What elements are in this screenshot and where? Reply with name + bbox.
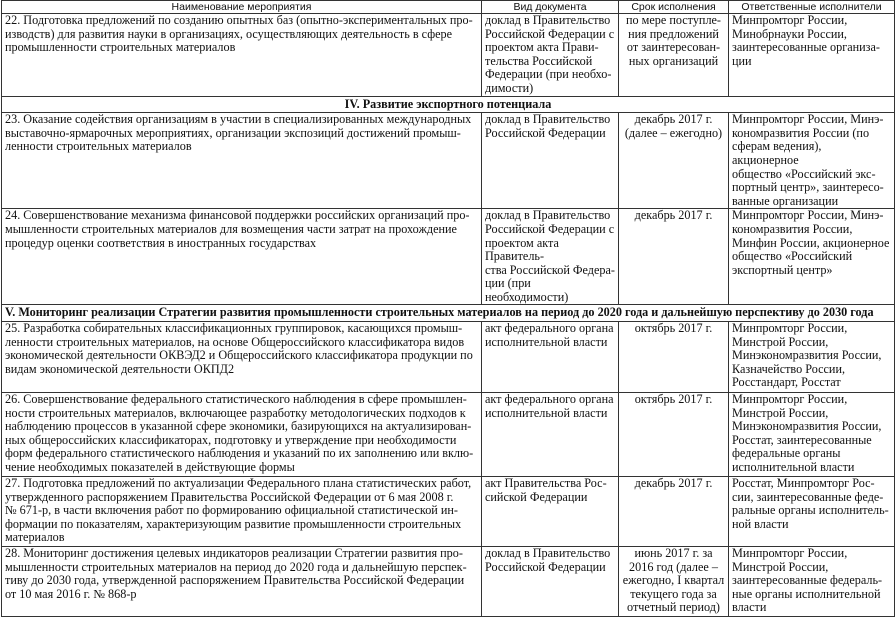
measures-table (1, 0, 895, 617)
deadline: декабрь 2017 г. (619, 477, 729, 547)
document-type: акт федерального органа исполнительной власти (482, 393, 619, 477)
header-document-type: Вид документа (482, 1, 619, 14)
executors: Минпромторг России, Минэ- кономразвития России, Минфин России, акционерное общество «Российский экспортный центр» (729, 209, 895, 305)
document-type: акт Правительства Рос- сийской Федерации (482, 477, 619, 547)
executors: Росстат, Минпромторг Рос- сии, заинтересованные феде- ральные органы исполнитель- ной власти (729, 477, 895, 547)
table-row (2, 14, 895, 97)
measure-name: 24. Совершенствование механизма финансовой поддержки российских организаций про- мышленности строительных материалов для возмещения части затрат на прохождение процедур оценки соответствия в иностранных государствах (2, 209, 482, 305)
executors: Минпромторг России, Минэ- кономразвития России (по сферам ведения), акционерное общество «Российский экс- портный центр», заинтересо- ванные организации (729, 113, 895, 209)
header-executors: Ответственные исполнители (729, 1, 895, 14)
deadline: октябрь 2017 г. (619, 322, 729, 393)
section-title: IV. Развитие экспортного потенциала (2, 96, 895, 113)
deadline: декабрь 2017 г. (далее – ежегодно) (619, 113, 729, 209)
document-type: акт федерального органа исполнительной власти (482, 322, 619, 393)
document-type: доклад в Правительство Российской Федерации с проектом акта Прави- тельства Российской Федерации (при необхо- димости) (482, 14, 619, 97)
table-row (2, 322, 895, 393)
deadline: октябрь 2017 г. (619, 393, 729, 477)
table-row (2, 113, 895, 209)
measure-name: 22. Подготовка предложений по созданию опытных баз (опытно-экспериментальных про- изводств) для развития науки в организациях, осуществляющих деятельность в сфере промышленности строительных материалов (2, 14, 482, 97)
document-type: доклад в Правительство Российской Федерации с проектом акта Правитель- ства Российской Федера- ции (при необходимости) (482, 209, 619, 305)
document-type: доклад в Правительство Российской Федерации (482, 113, 619, 209)
executors: Минпромторг России, Минстрой России, заинтересованные федераль- ные органы исполнительной власти (729, 547, 895, 617)
measure-name: 28. Мониторинг достижения целевых индикаторов реализации Стратегии развития про- мышленности строительных материалов на период до 2020 года и дальнейшую перспек- тиву до 2030 года, утвержденной распоряжением Правительства Российской Федерации от 10 мая 2016 г. № 868-р (2, 547, 482, 617)
document-type: доклад в Правительство Российской Федерации (482, 547, 619, 617)
executors: Минпромторг России, Минстрой России, Минэкономразвития России, Казначейство России, Росстандарт, Росстат (729, 322, 895, 393)
measure-name: 27. Подготовка предложений по актуализации Федерального плана статистических работ, утвержденного распоряжением Правительства Российской Федерации от 6 мая 2008 г. № 671-р, в части включения работ по формированию официальной статистической ин- формации по показателям, характеризующим развитие промышленности строительных материалов (2, 477, 482, 547)
section-row (2, 96, 895, 113)
deadline: по мере поступле- ния предложений от заинтересован- ных организаций (619, 14, 729, 97)
table-row (2, 547, 895, 617)
measure-name: 26. Совершенствование федерального статистического наблюдения в сфере промышлен- ности строительных материалов, включающее разработку методологических подходов к наблюдению процессов в указанной сфере экономики, базирующихся на актуализирован- ных общероссийских классификаторах, подготовку и утверждение при необходимости форм федерального статистического наблюдения и указаний по их заполнению или вклю- чение необходимых показателей в действующие формы (2, 393, 482, 477)
table-row (2, 393, 895, 477)
header-measure-name: Наименование мероприятия (2, 1, 482, 14)
deadline: декабрь 2017 г. (619, 209, 729, 305)
header-deadline: Срок исполнения (619, 1, 729, 14)
executors: Минпромторг России, Минстрой России, Минэкономразвития России, Росстат, заинтересованные федеральные органы исполнительной власти (729, 393, 895, 477)
section-row (2, 305, 895, 322)
measure-name: 25. Разработка собирательных классификационных группировок, касающихся промыш- ленности строительных материалов, на основе Общероссийского классификатора видов экономической деятельности ОКВЭД2 и Общероссийского классификатора продукции по видам экономической деятельности ОКПД2 (2, 322, 482, 393)
executors: Минпромторг России, Минобрнауки России, заинтересованные организа- ции (729, 14, 895, 97)
table-header-row (2, 1, 895, 14)
table-row (2, 477, 895, 547)
table-row (2, 209, 895, 305)
measure-name: 23. Оказание содействия организациям в участии в специализированных международных выставочно-ярмарочных мероприятиях, организации экспозиций достижений промыш- ленности строительных материалов (2, 113, 482, 209)
deadline: июнь 2017 г. за 2016 год (далее – ежегодно, I квартал текущего года за отчетный период) (619, 547, 729, 617)
section-title: V. Мониторинг реализации Стратегии развития промышленности строительных материалов на период до 2020 года и дальнейшую перспективу до 2030 года (2, 305, 895, 322)
